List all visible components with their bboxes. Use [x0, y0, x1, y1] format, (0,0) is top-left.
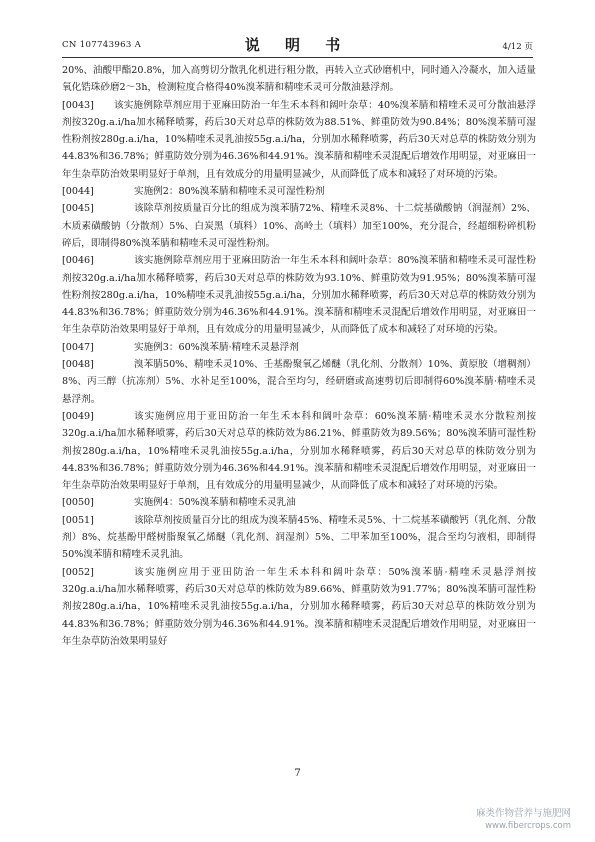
paragraph-number: [0050] [62, 497, 94, 509]
document-title: 说 明 书 [244, 36, 351, 54]
paragraph-0050 [62, 494, 536, 511]
paragraph-number: [0049] [62, 410, 94, 422]
patent-number: CN 107743963 A [62, 40, 142, 50]
watermark-url: www.fibercrops.com [485, 821, 571, 831]
paragraph-number: [0052] [62, 566, 94, 578]
document-body [62, 62, 536, 650]
paragraph-text: 该实施例除草剂应用于亚麻田防治一年生禾本科和阔叶杂草：80%溴苯腈和精喹禾灵可湿性粉剂按320g.a.i/ha加水稀释喷雾，药后30天对总草的株防效为93.10%、鲜重防效为91.95%；80%溴苯腈可湿性粉剂按280g.a.i/ha，10%精喹禾灵乳油按55g.a.i/ha，分别加水稀释喷雾，药后30天对总草的株防效分别为44.83%和36.78%；鲜重防效分别为46.36%和44.91%。溴苯腈和精喹禾灵混配后增效作用明显，对亚麻田一年生杂草防治效果明显好于单剂，且有效成分的用量明显减少，从而降低了成本和减轻了对环境的污染。 [62, 255, 536, 336]
paragraph-0046 [62, 252, 536, 338]
paragraph-number: [0046] [62, 255, 94, 267]
section-heading: 实施例2：80%溴苯腈和精喹禾灵可湿性粉剂 [134, 186, 325, 198]
paragraph-0051 [62, 512, 536, 564]
paragraph-number: [0045] [62, 203, 94, 215]
paragraph-number: [0043] [62, 99, 94, 111]
paragraph-number: [0044] [62, 186, 94, 198]
paragraph-number: [0048] [62, 359, 94, 371]
paragraph-text: 溴苯腈50%、精喹禾灵10%、壬基酚聚氧乙烯醚（乳化剂、分散剂）10%、黄原胶（增稠剂）8%、丙三醇（抗冻剂）5%、水补足至100%，混合至均匀，经研磨或高速剪切后即制得60%溴苯腈·精喹禾灵悬浮剂。 [62, 359, 536, 405]
paragraph-0047 [62, 339, 536, 356]
paragraph-text: 该除草剂按质量百分比的组成为溴苯腈72%、精喹禾灵8%、十二烷基磺酸钠（润湿剂）2%、木质素磺酸钠（分散剂）5%、白炭黑（填料）10%、高岭土（填料）加至100%，充分混合，经超细粉碎机粉碎后，即制得80%溴苯腈和精喹禾灵可湿性粉剂。 [62, 203, 536, 249]
paragraph-0044 [62, 183, 536, 200]
paragraph-text: 该除草剂按质量百分比的组成为溴苯腈45%、精喹禾灵5%、十二烷基苯磺酸钙（乳化剂、分散剂）8%、烷基酚甲醛树脂聚氧乙烯醚（乳化剂、润湿剂）5%、二甲苯加至100%，混合至均匀液相，即制得50%溴苯腈和精喹禾灵乳油。 [62, 514, 536, 561]
paragraph-0043 [62, 97, 536, 183]
paragraph-text: 该实施例除草剂应用于亚麻田防治一年生禾本科和阔叶杂草：40%溴苯腈和精喹禾灵可分散油悬浮剂按320g.a.i/ha加水稀释喷雾，药后30天对总草的株防效为88.51%、鲜重防效为90.84%；80%溴苯腈可湿性粉剂按280g.a.i/ha，10%精喹禾灵乳油按55g.a.i/ha，分别加水稀释喷雾，药后30天对总草的株防效分别为44.83%和36.78%；鲜重防效分别为46.36%和44.91%。溴苯腈和精喹禾灵混配后增效作用明显，对亚麻田一年生杂草防治效果明显好于单剂，且有效成分的用量明显减少，从而降低了成本和减轻了对环境的污染。 [62, 99, 536, 180]
paragraph-text: 20%、油酸甲酯20.8%，加入高剪切分散乳化机进行粗分散，再转入立式砂磨机中，同时通入冷凝水，加入适量氧化锆珠砂磨2～3h，检测粒度合格得40%溴苯腈和精喹禾灵可分散油悬浮剂。 [62, 65, 536, 94]
section-heading: 实施例4：50%溴苯腈和精喹禾灵乳油 [134, 497, 296, 509]
paragraph-0049 [62, 408, 536, 494]
paragraph-0048 [62, 356, 536, 408]
paragraph-0045 [62, 200, 536, 252]
paragraph-continued [62, 62, 536, 97]
paragraph-text: 该实施例应用于亚田防治一年生禾本科和阔叶杂草：60%溴苯腈·精喹禾灵水分散粒剂按320g.a.i/ha加水稀释喷雾，药后30天对总草的株防效为86.21%、鲜重防效为89.56%；80%溴苯腈可湿性粉剂按280g.a.i/ha，10%精喹禾灵乳油按55g.a.i/ha，分别加水稀释喷雾，药后30天对总草的株防效分别为44.83%和36.78%；鲜重防效分别为46.36%和44.91%。溴苯腈和精喹禾灵混配后增效作用明显，对亚麻田一年生杂草防治效果明显好于单剂，且有效成分的用量明显减少，从而降低了成本和减轻了对环境的污染。 [62, 410, 536, 492]
site-watermark [476, 808, 571, 832]
page-fraction: 4/12 页 [502, 42, 533, 52]
page-number: 7 [294, 768, 301, 779]
section-heading: 实施例3：60%溴苯腈·精喹禾灵悬浮剂 [134, 341, 299, 353]
paragraph-0052 [62, 564, 536, 650]
header-divider [62, 57, 533, 58]
paragraph-number: [0047] [62, 341, 94, 353]
page-header [62, 34, 533, 56]
paragraph-number: [0051] [62, 514, 94, 526]
paragraph-text: 该实施例应用于亚田防治一年生禾本科和阔叶杂草：50%溴苯腈·精喹禾灵悬浮剂按320g.a.i/ha加水稀释喷雾，药后30天对总草的株防效为89.66%、鲜重防效为91.77%；80%溴苯腈可湿性粉剂按280g.a.i/ha，10%精喹禾灵乳油按55g.a.i/ha，分别加水稀释喷雾，药后30天对总草的株防效分别为44.83%和36.78%；鲜重防效分别为46.36%和44.91%。溴苯腈和精喹禾灵混配后增效作用明显，对亚麻田一年生杂草防治效果明显好 [62, 566, 536, 647]
watermark-name: 麻类作物营养与施肥网 [475, 808, 571, 819]
